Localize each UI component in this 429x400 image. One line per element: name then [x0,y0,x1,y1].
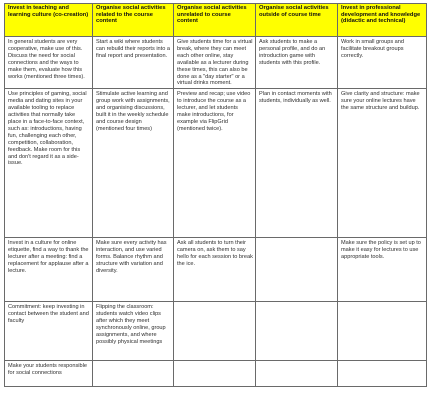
table-cell [174,361,256,387]
table-cell: Stimulate active learning and group work with assignments, and organising discussions, built it in the weekly schedule and course design (mentioned four times) [93,89,174,238]
table-row [5,361,427,387]
table-cell [256,302,338,361]
table-cell: Make sure the policy is set up to make it easy for lectures to use appropriate tools. [338,238,427,302]
table-cell: Commitment: keep investing in contact between the student and faculty [5,302,93,361]
table-cell [174,302,256,361]
table-cell [338,302,427,361]
header-teaching-culture: Invest in teaching and learning culture (co-creation) [5,4,93,37]
table-cell: Give students time for a virtual break, where they can meet each other online, stay available as a lecturer during these times, this can also be done as a "day starter" or a virtual drinks moment. [174,37,256,89]
table-cell: Flipping the classroom: students watch video clips after which they meet synchronously online, group assignments, and where possibly physical meetings [93,302,174,361]
table-cell [256,238,338,302]
header-professional-development: Invest in professional development and knowledge (didactic and technical) [338,4,427,37]
table-cell: Ask all students to turn their camera on, ask them to say hello for each session to break the ice. [174,238,256,302]
header-unrelated-activities: Organise social activities unrelated to course content [174,4,256,37]
table-cell: Make your students responsible for social connections [5,361,93,387]
table-header-row [5,4,427,37]
table-cell [338,361,427,387]
table-cell: Preview and recap; use video to introduce the course as a lecturer, and let students make introductions, for example via FlipGrid (mentioned twice). [174,89,256,238]
table-cell: In general students are very cooperative, make use of this. Discuss the need for social connections and the ways to make them, evaluate how this works (mentioned three times). [5,37,93,89]
table-cell: Make sure every activity has interaction, and use varied forms. Balance rhythm and structure with variation and diversity. [93,238,174,302]
table-cell: Ask students to make a personal profile, and do an introduction game with students with this profile. [256,37,338,89]
table-cell [256,361,338,387]
table-cell [93,361,174,387]
table-row [5,37,427,89]
table-row [5,302,427,361]
table-row [5,238,427,302]
table-cell: Invest in a culture for online etiquette, find a way to thank the lecturer after a meeting: find a replacement for applause after a lecture. [5,238,93,302]
table-cell: Work in small groups and facilitate breakout groups correctly. [338,37,427,89]
table-cell: Start a wiki where students can rebuild their reports into a final report and presentation. [93,37,174,89]
table-cell: Give clarity and structure: make sure your online lectures have the same structure and buildup. [338,89,427,238]
table-row [5,89,427,238]
table-cell: Use principles of gaming, social media and dating sites in your available tooling to replace activities that normally take place in a face-to-face context, such as: introductions, having fun, challenging each other, competition, collaboration, feedback. Make room for this and don't regard it as a side-issue. [5,89,93,238]
header-related-activities: Organise social activities related to the course content [93,4,174,37]
recommendations-table [4,3,427,387]
header-outside-course-time: Organise social activities outside of course time [256,4,338,37]
table-cell: Plan in contact moments with students, individually as well. [256,89,338,238]
